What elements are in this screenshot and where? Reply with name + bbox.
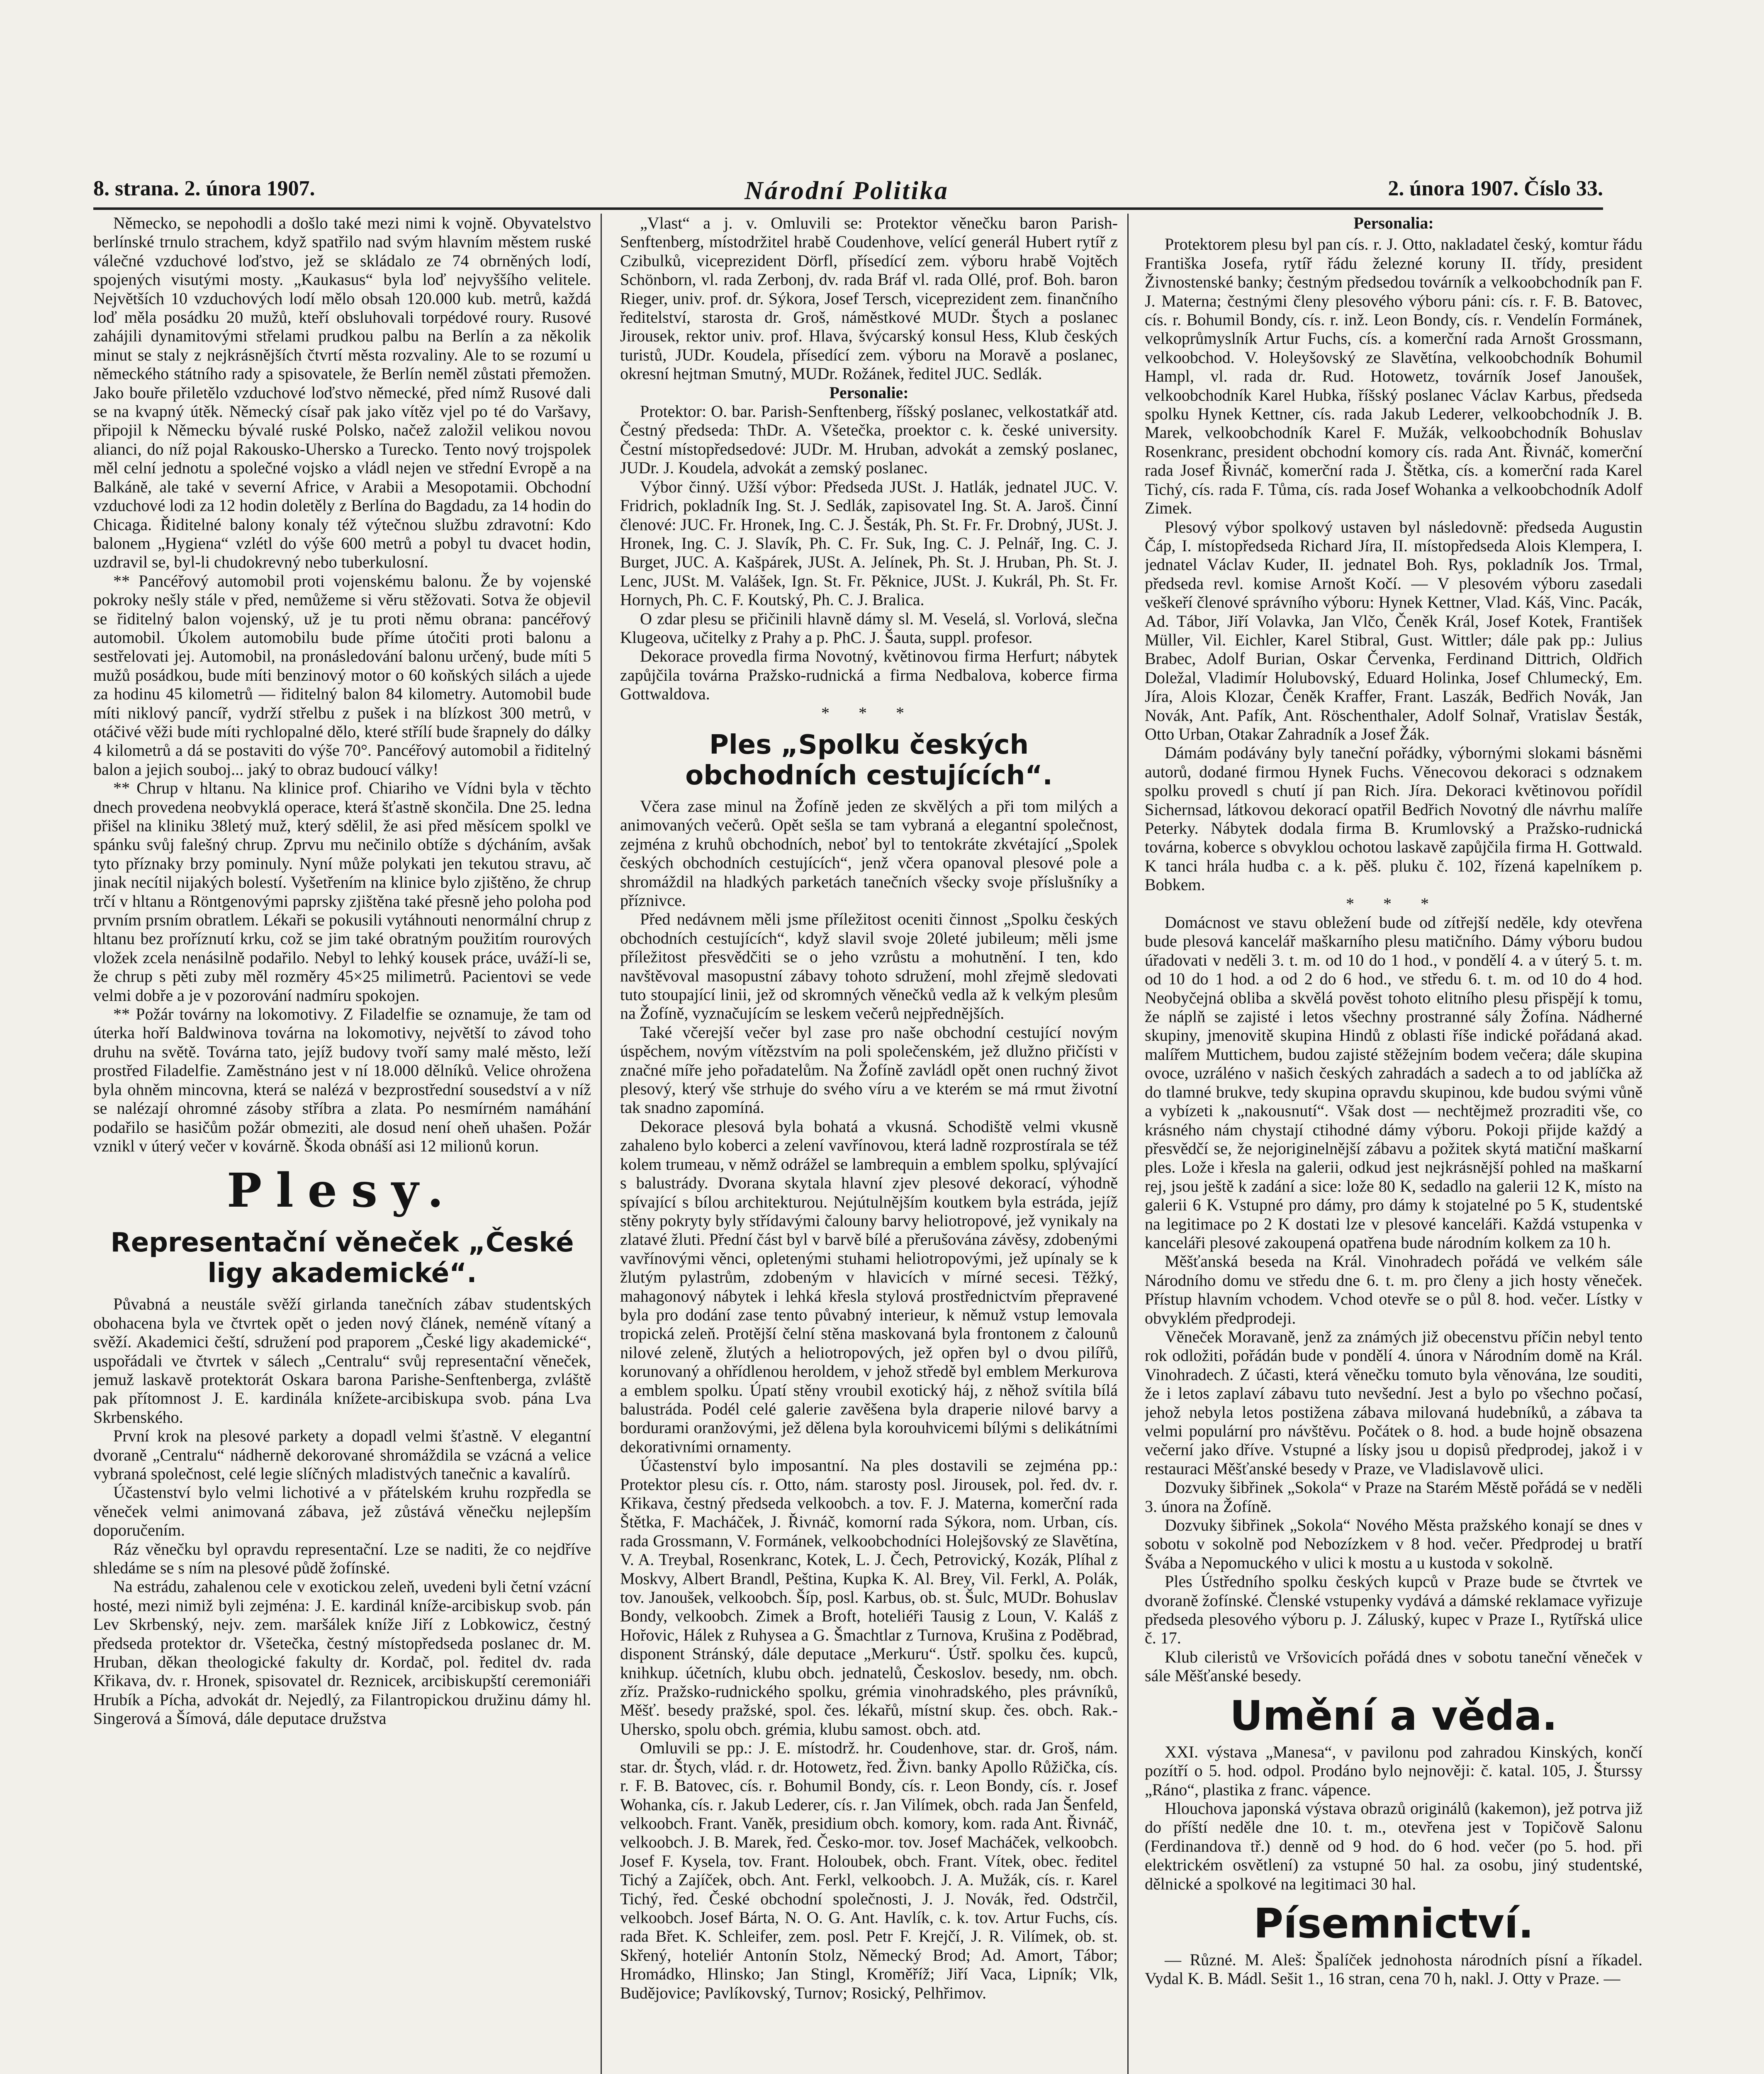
article-paragraph: Dekorace provedla firma Novotný, květinovou firma Herfurt; nábytek zapůjčila továrna Pražsko-rudnická a firma Nedbalova, koberce firma Gottwaldova. — [620, 647, 1118, 704]
article-paragraph: Účastenství bylo imposantní. Na ples dostavili se zejména pp.: Protektor plesu cís. r. Otto, nám. starosty posl. Jirousek, pol. řed. dv. r. Křikava, čestný předseda velkoobch. a tov. F. J. Materna, komerční rada Štětka, F. Macháček, J. Řivnáč, komorní rada Sýkora, nom. Urban, cís. rada Grossmann, V. Formánek, velkoobchodníci Holejšovský ze Slavětína, V. A. Treybal, Rosenkranc, Kotek, L. J. Čech, Petrovický, Kozák, Plíhal z Moskvy, Albert Brandl, Peština, Kupka K. Al. Brey, Vil. Ferkl, A. Polák, tov. Janoušek, velkoobch. Šíp, posl. Karbus, ob. st. Šulc, MUDr. Bohuslav Bondy, velkoobch. Zimek a Broft, hoteliéři Tausig z Loun, V. Kaláš z Hořovic, Hálek z Ruhysea a G. Šmachtlar z Turnova, Krušina z Poděbrad, disponent Stránský, dále deputace „Merkuru“. Ústř. spolku čes. kupců, knihkup. účetních, klubu obch. jednatelů, Českoslov. besedy, nm. obch. zříz. Pražsko-rudnického spolku, grémia vinohradského, ples právníků, Měšť. besedy pražské, spol. čes. lékařů, místní skup. čes. obch. Rak.-Uhersko, spolu obch. grémia, klubu samost. obch. atd. — [620, 1456, 1118, 1738]
article-paragraph: Půvabná a neustále svěží girlanda tanečních zábav studentských obohacena byla ve čtvrtek opět o jeden nový článek, neméně vítaný a svěží. Akademici čeští, sdružení pod praporem „České ligy akademické“, uspořádali ve čtvrtek v sálech „Centralu“ svůj representační věneček, jemuž laskavě protektorát Oskara barona Parishe-Senftenberga, zvláště pak přítomnost J. E. kardinála knížete-arcibiskupa svob. pána Lva Skrbenského. — [93, 1295, 591, 1426]
section-heading-umeni: Umění a věda. — [1230, 1692, 1557, 1740]
column-1 — [93, 214, 591, 2074]
header-rule — [93, 207, 1603, 210]
article-paragraph: Omluvili se pp.: J. E. místodrž. hr. Coudenhove, star. dr. Groš, nám. star. dr. Štych, vlád. r. dr. Hotowetz, řed. Živn. banky Apollo Růžička, cís. r. F. B. Batovec, cís. r. Bohumil Bondy, cís. r. Leon Bondy, cís. r. Josef Wohanka, cís. r. Jakub Lederer, cís. r. Jan Vilímek, obch. rada Jan Šenfeld, velkoobch. Frant. Vaněk, presidium obch. komory, kom. rada Ant. Řivnáč, velkoobch. J. B. Marek, řed. Česko-mor. tov. Josef Macháček, velkoobch. Josef F. Kysela, tov. Frant. Holoubek, obch. Frant. Vítek, obec. ředitel Tichý a Zajíček, obch. Ant. Ferkl, velkoobch. J. A. Mužák, cís. r. Karel Tichý, řed. České obchodní společnosti, J. J. Novák, řed. Odstrčil, velkoobch. Josef Bárta, N. O. G. Ant. Havlík, c. k. tov. Artur Fuchs, cís. rada Břet. K. Schleifer, zem. posl. Petr F. Krejčí, J. R. Vilímek, ob. st. Skřený, hoteliér Antonín Stolz, Německý Brod; Ad. Amort, Tábor; Hromádko, Hlinsko; Jan Stingl, Kroměříž; Jiří Vaca, Lipník; Vlk, Budějovice; Pavlíkovský, Turnov; Rosický, Pelhřimov. — [620, 1738, 1118, 2002]
article-paragraph: Dozvuky šibřinek „Sokola“ v Praze na Starém Městě pořádá se v neděli 3. února na Žofíně. — [1145, 1478, 1642, 1516]
article-paragraph: ** Pancéřový automobil proti vojenskému balonu. Že by vojenské pokroky nešly stále v před, nemůžeme si věru stěžovati. Sotva že objevil se řiditelný balon vojenský, už je tu proti němu obrana: pancéřový automobil. Úkolem automobilu bude příme útočiti proti balonu a sestřelovati jej. Automobil, na pronásledování balonu určený, bude míti 5 mužů posádkou, bude míti benzinový motor o 60 koňských silách a ujede za hodinu 45 kilometrů — řiditelný balon 84 kilometry. Automobil bude míti niklový pancíř, vydrží střelbu z pušek i na blízkost 300 metrů, v otáčivé věži bude míti rychlopalné dělo, které střílí bude šrapnely do dálky 4 kilometrů a dá se postaviti do výše 70°. Pancéřový automobil a řiditelný balon a jejich souboj... jaký to obraz budoucí války! — [93, 571, 591, 779]
separator-stars: * * * — [1346, 894, 1441, 913]
article-paragraph: První krok na plesové parkety a dopadl velmi šťastně. V elegantní dvoraně „Centralu“ nádherně dekorované shromáždila se vzácná a velice vybraná společnost, celé legie slíčných mladistvých tanečnic a kavalírů. — [93, 1426, 591, 1483]
article-paragraph: Včera zase minul na Žofíně jeden ze skvělých a při tom milých a animovaných večerů. Opět sešla se tam vybraná a elegantní společnost, zejména z kruhů obchodních, neboť byl to tentokráte zkvétající „Spolek českých obchodních cestujících“, jenž včera opanoval plesové pole a shromáždil na hladkých parketách tanečních všecky svoje příslušníky a příznivce. — [620, 796, 1118, 910]
section-heading-pisemnictvi: Písemnictví. — [1253, 1900, 1534, 1947]
article-paragraph: XXI. výstava „Manesa“, v pavilonu pod zahradou Kinských, končí pozítří o 5. hod. odpol. Prodáno bylo nejnověji: č. katal. 105, J. Šturssy „Ráno“, plastika z franc. vápence. — [1145, 1742, 1642, 1799]
page-number-date: 8. strana. 2. února 1907. — [93, 177, 315, 200]
article-paragraph: Také včerejší večer byl zase pro naše obchodní cestující novým úspěchem, novým vítězstvím na poli společenském, jež dlužno přičísti v značné míře jeho pořadatelům. Na Žofíně zavládl opět onen ruchný život plesový, který vše strhuje do svého víru a ve kterém se má rmut životní tak snadno zapomíná. — [620, 1022, 1118, 1117]
article-paragraph: Ples Ústředního spolku českých kupců v Praze bude se čtvrtek ve dvoraně žofínské. Členské vstupenky vydává a dámské reklamace vyřizuje předseda plesového výboru p. J. Záluský, kupec v Praze I., Rytířská ulice č. 17. — [1145, 1572, 1642, 1648]
article-paragraph: Plesový výbor spolkový ustaven byl následovně: předseda Augustin Čáp, I. místopředseda Richard Jíra, II. místopředseda Alois Klempera, I. jednatel Václav Kuder, II. jednatel Boh. Rys, pokladník Jos. Trmal, předseda revl. komise Arnošt Kočí. — V plesovém výboru zasedali veškeří členové správního výboru: Hynek Kettner, Vlad. Káš, Vinc. Pacák, Ad. Tábor, Jiří Volavka, Jan Vlčo, Čeněk Král, Josef Kotek, František Müller, Vil. Eichler, Karel Stibral, Gust. Wittler; dále pak pp.: Julius Brabec, Adolf Burian, Oskar Červenka, Ferdinand Dittrich, Oldřich Doležal, Vladimír Holubovský, Eduard Holinka, Josef Chlumecký, Em. Jíra, Alois Klozar, Čeněk Kraffer, Frant. Laszák, Bedřich Novák, Jan Novák, Ant. Pafík, Ant. Röschenthaler, Adolf Solnař, Vratislav Šesták, Otto Urban, Otakar Zahradník a Josef Žák. — [1145, 517, 1642, 743]
article-paragraph: Ráz věnečku byl opravdu representační. Lze se naditi, že co nejdříve shledáme se s ním na plesové půdě žofínské. — [93, 1539, 591, 1577]
article-paragraph: O zdar plesu se přičinili hlavně dámy sl. M. Veselá, sl. Vorlová, slečna Klugeova, učitelky z Prahy a p. PhC. J. Šauta, suppl. profesor. — [620, 609, 1118, 647]
issue-date-number: 2. února 1907. Číslo 33. — [1388, 177, 1603, 200]
article-title: Representační věneček „České ligy akademické“. — [110, 1227, 574, 1289]
article-paragraph: Dozvuky šibřinek „Sokola“ Nového Města pražského konají se dnes v sobotu v sokolně pod Nebozízkem v 8 hod. večer. Předprodej u bratří Švába a Nepomuckého v ulici k mostu a u kustoda v sokolně. — [1145, 1516, 1642, 1572]
article-paragraph: Dekorace plesová byla bohatá a vkusná. Schodiště velmi vkusně zahaleno bylo koberci a zelení vavřínovou, která ladně rozprostírala se též kolem trumeau, v němž odrážel se lambrequin a emblem spolku, splývající s balustrády. Dvorana skytala hlavní zjev plesové dekorací, výhodně spívající s bílou architekturou. Nejútulnějším koutkem byla estráda, jejíž stěny pokryty byly střídavými čalouny barvy heliotropové, jež vynikaly na zlatavé žluti. Přední část byl v barvě bílé a přerušována závěsy, zdobenými vavřínovými věnci, opletenými stuhami heliotropovými, jež upínaly se k žlutým pylastrům, zdobeným v hlavicích v mírné secesi. Těžký, mahagonový nábytek i lehká křesla stylová prostřednictvím přepravené byla pro dodání zase tento půvabný interieur, k němuž vstup lemovala tropická zeleň. Protější čelní stěna maskovaná byla frontonem z čalounů nilové zeleně, žlutých a heliotropových, jež opřen byl o dvou pilířů, korunovaný a ohřídlenou heroldem, v jehož středě byl emblem Merkurova a emblem spolku. Úpatí stěny vroubil exotický háj, z něhož svítila bílá balustráda. Podél celé galerie zavěšena byla draperie nilové barvy a bordurami oranžovými, jež dělena byla korouhvicemi bílými s delikátními dekorativními ornamenty. — [620, 1117, 1118, 1456]
article-paragraph: Na estrádu, zahalenou cele v exotickou zeleň, uvedeni byli četní vzácní hosté, mezi nimiž byli zejména: J. E. kardinál kníže-arcibiskup svob. pán Lev Skrbenský, nejv. zem. maršálek kníže Jiří z Lobkowicz, čestný předseda protektor dr. Všetečka, čestný místopředseda poslanec dr. M. Hruban, děkan theologické fakulty dr. Kordač, pol. ředitel dv. rada Křikava, dv. r. Hronek, spisovatel dr. Reznicek, arcibiskupští ceremoniáři Hrubík a Pícha, advokát dr. Nejedlý, za Filantropickou družinu dámy hl. Singerová a Šímová, dále deputace družstva — [93, 1577, 591, 1728]
article-paragraph: Protektor: O. bar. Parish-Senftenberg, říšský poslanec, velkostatkář atd. Čestný předseda: ThDr. A. Všetečka, proektor c. k. české university. Čestní místopředsedové: JUDr. M. Hruban, advokát a zemský poslanec, JUDr. J. Koudela, advokát a zemský poslanec. — [620, 402, 1118, 477]
column-3 — [1145, 214, 1642, 2074]
article-paragraph: ** Chrup v hltanu. Na klinice prof. Chiariho ve Vídni byla v těchto dnech provedena neobvyklá operace, která šťastně skončila. Dne 25. ledna přišel na kliniku 38letý muž, který sdělil, že asi před měsícem spolkl ve spánku svůj falešný chrup. Zprvu mu nečinilo obtíže s dýcháním, avšak tyto příznaky brzy pominuly. Nyní může polykati jen tekutou stravu, ač jinak necítil nijakých bolestí. Vyšetřením na klinice bylo zjištěno, že chrup trčí v hltanu a Röntgenovými paprsky zjištěna také přesně jeho poloha pod prvním prsním obratlem. Lékaři se pokusili vytáhnouti nenormální chrup z hltanu bez proříznutí krku, což se jim také obratným použitím rourových vložek zcela nenásilně podařilo. Nebyl to lehký kousek práce, uváží-li se, že chrup s pěti zuby měl rozměry 45×25 milimetrů. Pacientovi se vede velmi dobře a je v pozorování nadmíru spokojen. — [93, 779, 591, 1005]
article-paragraph: Výbor činný. Užší výbor: Předseda JUSt. J. Hatlák, jednatel JUC. V. Fridrich, pokladník Ing. St. J. Sedlák, zapisovatel Ing. St. A. Jaroš. Činní členové: JUC. Fr. Hronek, Ing. C. J. Šesták, Ph. St. Fr. Fr. Drobný, JUSt. J. Hronek, Ing. C. J. Slavík, Ph. C. Fr. Suk, Ing. C. J. Pelnář, Ing. C. J. Burget, JUC. A. Kašpárek, JUSt. A. Jelínek, Ph. St. J. Hruban, Ph. St. J. Lenc, JUSt. M. Valášek, Ign. St. Fr. Pěknice, JUSt. J. Kukrál, Ph. St. Fr. Hornych, Ph. C. F. Koutský, Ph. C. J. Bralica. — [620, 477, 1118, 609]
article-paragraph: Měšťanská beseda na Král. Vinohradech pořádá ve velkém sále Národního domu ve středu dne 6. t. m. pro členy a jich hosty věneček. Přístup hlavním vchodem. Vchod otevře se o půl 8. hod. večer. Lístky v obvyklém předprodeji. — [1145, 1252, 1642, 1327]
article-paragraph: Dámám podávány byly taneční pořádky, výbornými slokami básněmi autorů, dodané firmou Hynek Fuchs. Věnecovou dekoraci s odznakem spolku provedl s chutí jí pan Rich. Jíra. Dekoraci květinovou pořídil Sichernsad, látkovou dekorací opatřil Bedřich Novotný dle návrhu malíře Peterky. Nábytek dodala firma B. Krumlovský a Pražsko-rudnická továrna, koberce s obvyklou ochotou laskavě zapůjčila firma H. Gottwald. K tanci hrála hudba c. a k. pěš. pluku č. 102, řízená kapelníkem p. Bobkem. — [1145, 743, 1642, 894]
article-paragraph: Německo, se nepohodli a došlo také mezi nimi k vojně. Obyvatelstvo berlínské trnulo strachem, když spatřilo nad svým hlavním městem ruské válečné vzduchové loďstvo, jež se skládalo ze 74 obrněných lodí, spojených visutými mosty. „Kaukasus“ byla loď nejvyššího velitele. Největších 10 vzduchových lodí mělo obsah 120.000 kub. metrů, každá loď měla posádku 20 mužů, kteří obsluhovali torpédové roury. Rusové zahájili dynamitovými střelami prudkou palbu na Berlín a za několik minut se staly z nejkrásnějších čtvrtí města rozvaliny. Ale to se rozumí u německého státního rady a spisovatele, že Berlín neměl zůstati přemožen. Jako bouře přiletělo vzduchové loďstvo německé, před nímž Rusové dali se na kvapný útěk. Německý císař pak jako vítěz vjel po té do Varšavy, připojil k Německu bývalé ruské Polsko, načež založil velikou novou alianci, do níž pojal Rakousko-Uhersko a Turecko. Tento nový trojspolek měl celní jednotu a společné vojsko a vládl nejen ve střední Evropě a na Balkáně, ale také v severní Africe, v Arabii a Mesopotamii. Obchodní vzduchové lodi za 12 hodin doletěly z Berlína do Bagdadu, za 14 hodin do Chicaga. Řiditelné balony konaly též výtečnou službu zdravotní: Kdo balonem „Hygiena“ vzlétl do výše 600 metrů a pobyl tu dvacet hodin, uzdravil se, byl-li chudokrevný nebo tuberkulosní. — [93, 214, 591, 572]
column-2 — [620, 214, 1118, 2074]
masthead-title: Národní Politika — [745, 177, 949, 205]
article-paragraph: — Různé. M. Aleš: Špalíček jednohosta národních písní a říkadel. Vydal K. B. Mádl. Sešit 1., 16 stran, cena 70 h, nakl. J. Otty v Praze. — — [1145, 1950, 1642, 1988]
separator-stars: * * * — [821, 703, 917, 722]
article-paragraph: Protektorem plesu byl pan cís. r. J. Otto, nakladatel český, komtur řádu Františka Josefa, rytíř řádu železné koruny II. třídy, president Živnostenské banky; čestným předsedou továrník a velkoobchodník pan F. J. Materna; čestnými členy plesového výboru páni: cís. r. F. B. Batovec, cís. r. Bohumil Bondy, cís. r. inž. Leon Bondy, cís. r. Vendelín Formánek, velkoprůmyslník Artur Fuchs, cís. a komerční rada Arnošt Grossmann, velkoobchod. V. Holeyšovský ze Slavětína, velkoobchodník Bohumil Hampl, vl. rada dr. Rud. Hotowetz, továrník Josef Janoušek, velkoobchodník Karel Hubka, říšský poslanec Václav Karbus, předseda spolku Hynek Kettner, cís. rada Jakub Lederer, velkoobchodník J. B. Marek, velkoobchodník Karel F. Mužák, velkoobchodník Bohuslav Rosenkranc, president obchodní komory cís. rada Ant. Řivnáč, komerční rada Josef Řivnáč, komerční rada J. Štětka, cís. a komerční rada Karel Tichý, cís. rada F. Tůma, cís. rada Josef Wohanka a velkoobchodník Adolf Zimek. — [1145, 235, 1642, 518]
article-paragraph: Domácnost ve stavu obležení bude od zítřejší neděle, kdy otevřena bude plesová kancelář maškarního plesu matičního. Dámy výboru budou úřadovati v neděli 3. t. m. od 10 do 1 hod., v pondělí 4. a v úterý 5. t. m. od 10 do 1 hod. a od 2 do 6 hod., ve středu 6. t. m. od 10 do 4 hod. Neobyčejná obliba a skvělá pověst tohoto elitního plesu přispějí k tomu, že náplň se zajisté i letos všechny prostranné sály Žofína. Nádherné skupiny, jmenovitě skupina Hindů z oblasti říše indické pořádaná akad. malířem Muttichem, budou zajisté stěžejním bodem večera; dále skupina ovoce, uzráléno v našich českých zahradách a sadech a to od jablíčka až do tlamné brukve, tedy skupina opravdu skupinou, kde budou svými vůně a vybízeti k „nakousnutí“. Však dost — nechtějmež prozraditi vše, co krásného nám chystají ctihodné dámy výboru. Pokoji přijde každý a přesvědčí se, že nejoriginelnější zábavu a požitek skytá matiční maškarní ples. Lože i křesla na galerii, odkud jest nejkrásnější pohled na maškarní rej, jsou ještě k zadání a sice: lože 80 K, sedadlo na galerii 12 K, místo na galerii 6 K. Vstupné pro dámy, pro dámy k stojatelné po 5 K, studentské na legitimace po 2 K dostati lze v plesové kanceláři. Každá vstupenka v kanceláři plesové zakoupená opatřena bude národním kolkem za 10 h. — [1145, 913, 1642, 1252]
article-paragraph: Před nedávnem měli jsme příležitost oceniti činnost „Spolku českých obchodních cestujících“, když slavil svoje 20leté jubileum; měli jsme příležitost přesvědčiti se o jeho vzrůstu a mohutnění. I ten, kdo navštěvoval masopustní zábavy tohoto sdružení, mohl zřejmě sledovati tuto stoupající linii, jež od skromných věnečků vedla až k velkým plesům na Žofíně, vyznačujícím se leskem večerů nejpřednějších. — [620, 910, 1118, 1023]
article-paragraph: ** Požár továrny na lokomotivy. Z Filadelfie se oznamuje, že tam od úterka hoří Baldwinova továrna na lokomotivy, největší to závod toho druhu na světě. Továrna tato, jejíž budovy tvoří samy malé město, leží prostřed Filadelfie. Zaměstnáno jest v ní 18.000 dělníků. Velice ohrožena byla ohněm mincovna, která se nalézá v bezprostřední sousedství a v níž se nalézají ohromné zásoby stříbra a zlata. Po nesmírném namáhání podařilo se hasičům požár obmeziti, ale dosud není oheň uhašen. Požár vznikl v úterý večer v kovárně. Škoda obnáší asi 12 milionů korun. — [93, 1005, 591, 1155]
column-divider — [1127, 214, 1129, 2074]
column-divider — [601, 214, 602, 2074]
page-header — [93, 172, 1603, 207]
article-paragraph: Účastenství bylo velmi lichotivé a v přátelském kruhu rozpředla se věneček velmi animovaná zábava, jež zůstává věnečku nejlepším doporučením. — [93, 1483, 591, 1540]
article-paragraph: „Vlast“ a j. v. Omluvili se: Protektor věnečku baron Parish-Senftenberg, místodržitel hrabě Coudenhove, velící generál Hubert rytíř z Czibulků, viceprezident Dörfl, přísedící zem. výboru hrabě Vojtěch Schönborn, vl. rada Zerbonj, dv. rada Bráf vl. rada Ollé, prof. Boh. baron Rieger, univ. prof. dr. Sýkora, Josef Tersch, viceprezident zem. finančního ředitelství, starosta dr. Groš, náměstkové MUDr. Štych a poslanec Jirousek, rektor univ. prof. Hlava, švýcarský konsul Hess, Klub českých turistů, JUDr. Koudela, přísedící zem. výboru na Moravě a poslanec, okresní hejtman Smutný, MUDr. Rožánek, ředitel JUC. Sedlák. — [620, 214, 1118, 383]
subheading-personalie: Personalie: — [829, 383, 909, 402]
article-paragraph: Klub cileristů ve Vršovicích pořádá dnes v sobotu taneční věneček v sále Měšťanské besedy. — [1145, 1647, 1642, 1685]
subheading-personalia: Personalia: — [1353, 214, 1434, 232]
article-paragraph: Věneček Moravaně, jenž za známých již obecenstvu příčin nebyl tento rok odložiti, pořádán bude v pondělí 4. února v Národním domě na Král. Vinohradech. Z účasti, která věnečku tomuto byla věnována, lze souditi, že i letos zaplaví zábavu tuto nevšední. Jest a bylo po všechno počasí, jehož nebyla letos postižena zábava milovaná hudebníků, a zábava ta velmi populární pro návštěvu. Počátek o 8. hod. a bude hojně obsazena večerní jako dříve. Vstupné a lísky jsou u dopisů předprodej, jakož i v restauraci Měšťanské besedy v Praze, ve Vladislavově ulici. — [1145, 1327, 1642, 1478]
article-paragraph: Hlouchova japonská výstava obrazů originálů (kakemon), jež potrva již do příští neděle dne 10. t. m., otevřena jest v Topičově Salonu (Ferdinandova tř.) denně od 9 hod. do 6 hod. večer (po 5. hod. při elektrickém osvětlení) za vstupné 50 hal. za osobu, jiný studentské, dělnické a spolkové na legitimaci 30 hal. — [1145, 1799, 1642, 1893]
article-title: Ples „Spolku českých obchodních cestujících“. — [685, 729, 1053, 791]
section-heading-plesy: Plesy. — [226, 1164, 458, 1218]
